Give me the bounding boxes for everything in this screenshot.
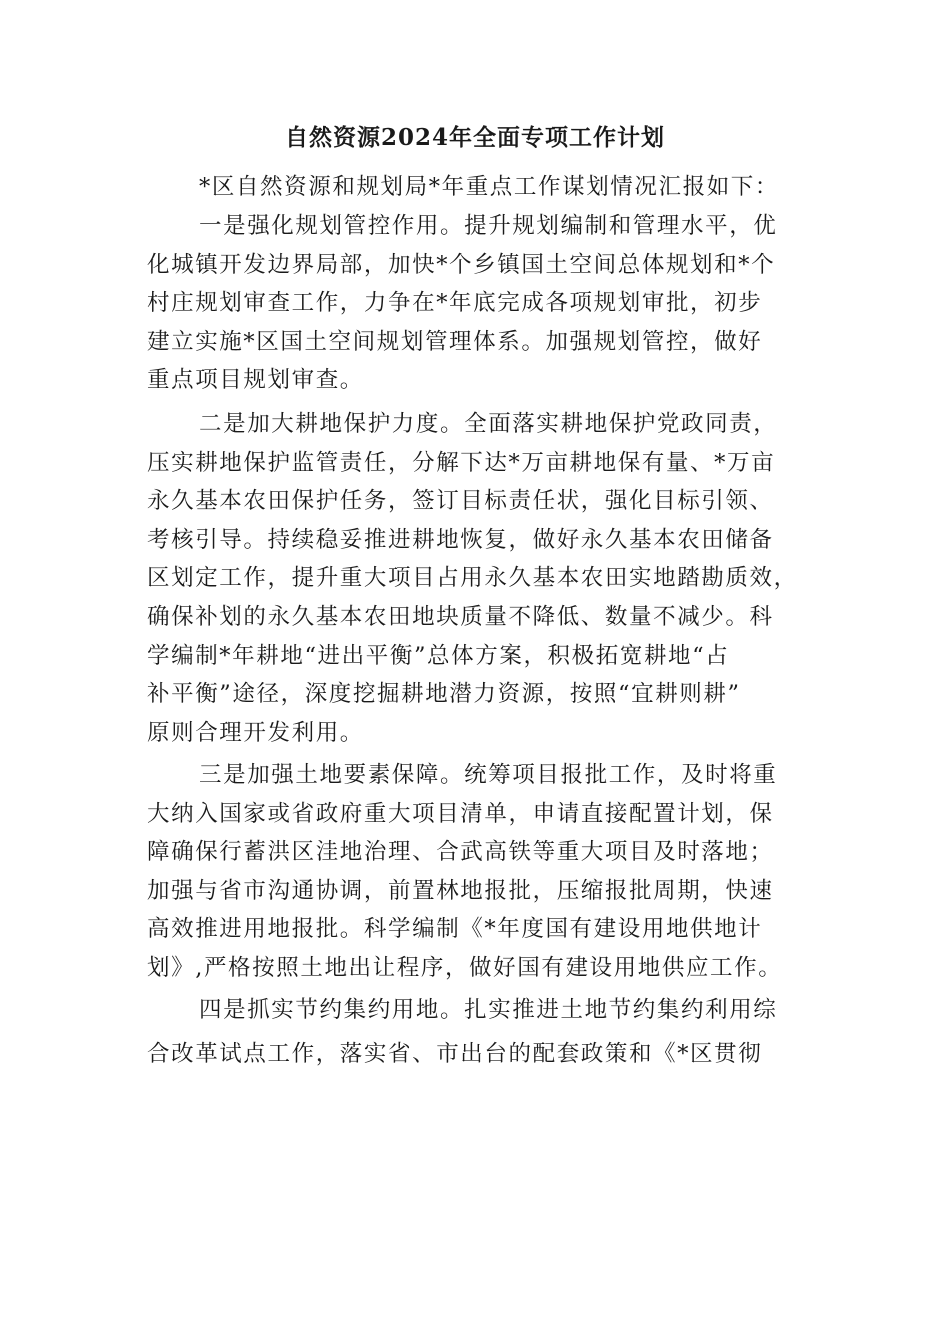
paragraph-farmland-protection xyxy=(147,405,807,752)
paragraph-line: 学编制*年耕地“进出平衡”总体方案，积极拓宽耕地“占 xyxy=(147,642,730,669)
paragraph-intro xyxy=(147,168,807,207)
paragraph-line: 考核引导。持续稳妥推进耕地恢复，做好永久基本农田储备 xyxy=(147,526,774,553)
paragraph-line: 村庄规划审查工作，力争在*年底完成各项规划审批，初步 xyxy=(147,290,763,317)
paragraph-line: 大纳入国家或省政府重大项目清单，申请直接配置计划，保 xyxy=(147,800,774,827)
paragraph-line: 压实耕地保护监管责任，分解下达*万亩耕地保有量、*万亩 xyxy=(147,449,776,476)
paragraph-line: 加强与省市沟通协调，前置林地报批，压缩报批周期，快速 xyxy=(147,877,774,904)
document-title: 自然资源2024年全面专项工作计划 xyxy=(284,124,665,151)
paragraph-line: 三是加强土地要素保障。统筹项目报批工作，及时将重 xyxy=(199,762,778,788)
paragraph-line: 划》,严格按照土地出让程序，做好国有建设用地供应工作。 xyxy=(147,954,783,981)
paragraph-line: 建立实施*区国土空间规划管理体系。加强规划管控，做好 xyxy=(147,328,763,355)
paragraph-line: 合改革试点工作，落实省、市出台的配套政策和《*区贯彻 xyxy=(147,1041,763,1067)
paragraph-planning-control xyxy=(147,207,807,400)
paragraph-line: 高效推进用地报批。科学编制《*年度国有建设用地供地计 xyxy=(147,916,763,943)
paragraph-line: *区自然资源和规划局*年重点工作谋划情况汇报如下： xyxy=(199,174,780,200)
paragraph-land-guarantee xyxy=(147,756,807,988)
paragraph-line: 一是强化规划管控作用。提升规划编制和管理水平，优 xyxy=(199,213,778,239)
paragraph-land-conservation xyxy=(147,988,807,1076)
paragraph-line: 永久基本农田保护任务，签订目标责任状，强化目标引领、 xyxy=(147,488,774,515)
paragraph-line: 区划定工作，提升重大项目占用永久基本农田实地踏勘质效， xyxy=(147,565,798,592)
paragraph-line: 原则合理开发利用。 xyxy=(147,719,364,746)
paragraph-line: 障确保行蓄洪区洼地治理、合武高铁等重大项目及时落地； xyxy=(147,839,774,866)
paragraph-line: 四是抓实节约集约用地。扎实推进土地节约集约利用综 xyxy=(199,997,778,1023)
paragraph-line: 确保补划的永久基本农田地块质量不降低、数量不减少。科 xyxy=(147,603,774,630)
paragraph-line: 重点项目规划审查。 xyxy=(147,367,364,394)
paragraph-line: 补平衡”途径，深度挖掘耕地潜力资源，按照“宜耕则耕” xyxy=(147,681,741,708)
paragraph-line: 二是加大耕地保护力度。全面落实耕地保护党政同责， xyxy=(199,411,778,437)
paragraph-line: 化城镇开发边界局部，加快*个乡镇国土空间总体规划和*个 xyxy=(147,251,776,278)
